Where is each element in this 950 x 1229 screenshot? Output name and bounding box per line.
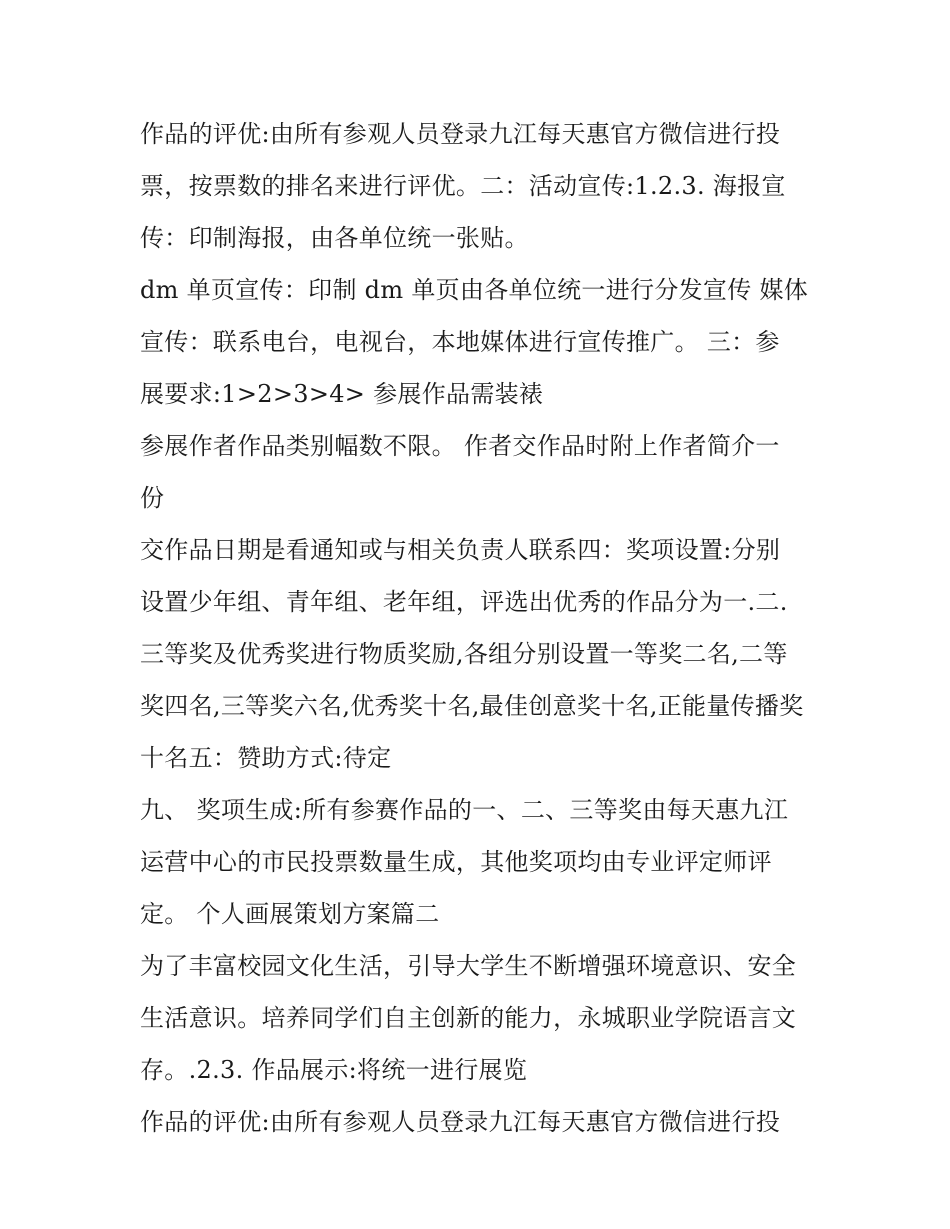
text-line: 生活意识。培养同学们自主创新的能力，永城职业学院语言文	[140, 1004, 797, 1032]
text-line: 为了丰富校园文化生活，引导大学生不断增强环境意识、安全	[140, 952, 797, 980]
text-line: 设置少年组、青年组、老年组，评选出优秀的作品分为一.二.	[140, 588, 788, 616]
text-line: 运营中心的市民投票数量生成，其他奖项均由专业评定师评	[140, 848, 772, 876]
text-line: 票，按票数的排名来进行评优。二：活动宣传:1.2.3. 海报宣	[140, 172, 786, 200]
text-line: 份	[140, 484, 165, 512]
text-line: 九、 奖项生成:所有参赛作品的一、二、三等奖由每天惠九江	[140, 796, 789, 824]
text-line: 十名五：赞助方式:待定	[140, 744, 392, 772]
text-line: 定。 个人画展策划方案篇二	[140, 900, 440, 928]
text-line: 展要求:1>2>3>4> 参展作品需装裱	[140, 380, 544, 408]
text-line: 存。.2.3. 作品展示:将统一进行展览	[140, 1056, 528, 1084]
text-line: dm 单页宣传：印制 dm 单页由各单位统一进行分发宣传 媒体	[140, 276, 809, 304]
text-line: 三等奖及优秀奖进行物质奖励,各组分别设置一等奖二名,二等	[140, 640, 788, 668]
text-line: 奖四名,三等奖六名,优秀奖十名,最佳创意奖十名,正能量传播奖	[140, 692, 804, 720]
body-text	[140, 108, 820, 1148]
text-line: 传：印制海报，由各单位统一张贴。	[140, 224, 529, 252]
text-line: 交作品日期是看通知或与相关负责人联系四：奖项设置:分别	[140, 536, 781, 564]
text-line: 参展作者作品类别幅数不限。 作者交作品时附上作者简介一	[140, 432, 780, 460]
text-line: 作品的评优:由所有参观人员登录九江每天惠官方微信进行投	[140, 1108, 781, 1136]
text-line: 作品的评优:由所有参观人员登录九江每天惠官方微信进行投	[140, 120, 781, 148]
text-line: 宣传：联系电台，电视台，本地媒体进行宣传推广。 三：参	[140, 328, 780, 356]
